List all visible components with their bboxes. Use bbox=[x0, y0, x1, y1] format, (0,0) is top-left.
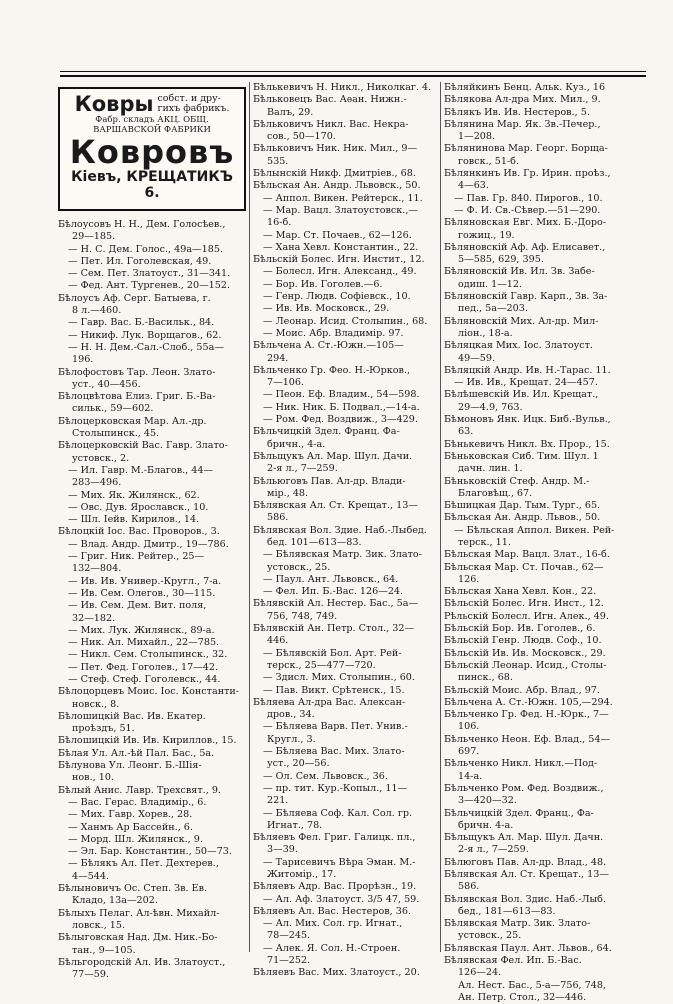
entry-heading: Бѣлѣшевскiй Ив. Ил. Крещат., bbox=[444, 389, 599, 401]
entry-continuation: дров., 34. bbox=[267, 709, 315, 721]
entry-continuation: 106. bbox=[458, 721, 480, 733]
entry-continuation: 5—585, 629, 395. bbox=[458, 254, 544, 266]
entry-heading: Бѣльковецъ Вас. Аѳан. Нижн.- bbox=[253, 94, 407, 106]
entry-heading: Бѣльковичъ Ник. Ник. Мил., 9— bbox=[253, 143, 418, 155]
entry-subline: — Мих. Як. Жилянск., 62. bbox=[68, 489, 200, 501]
entry-continuation: 29—185. bbox=[72, 231, 116, 243]
entry-subline: — Влад. Андр. Дмитр., 19—786. bbox=[68, 538, 229, 550]
entry-heading: Бѣляевъ Вас. Мих. Златоуст., 20. bbox=[253, 967, 420, 979]
column-separator bbox=[249, 82, 250, 952]
entry-heading: Бѣльковичъ Никл. Вас. Некра- bbox=[253, 118, 409, 130]
entry-subline: — Морд. Шл. Жилянск., 9. bbox=[68, 833, 203, 845]
entry-subline: — Ханмъ Ар Бассейн., 6. bbox=[68, 821, 193, 833]
entry-subline: — Ив. Сем. Дем. Вит. поля, bbox=[68, 600, 207, 612]
entry-heading: Бѣляевъ Ал. Вас. Нестеров, 36. bbox=[253, 905, 411, 917]
entry-continuation: Кладо, 13а—202. bbox=[72, 895, 158, 907]
entry-subline: — Ф. И. Св.-Сѣвер.—51—290. bbox=[454, 204, 601, 216]
entry-heading: Бѣляева Ал-дра Вас. Алексан- bbox=[253, 696, 406, 708]
entry-subline: — Мих. Гавр. Хорев., 28. bbox=[68, 809, 193, 821]
entry-continuation: устовск., 25. bbox=[458, 930, 522, 942]
ad-address: Кiевъ, КРЕЩАТИКЪ 6. bbox=[71, 169, 233, 201]
entry-continuation: пед., 5а—203. bbox=[458, 303, 528, 315]
entry-heading: Бѣльчицкiй Здел. Франц., Фа- bbox=[444, 807, 594, 819]
entry-heading: Бѣлявская Фел. Ип. Б.-Вас. bbox=[444, 955, 582, 967]
entry-heading: Бѣлявскiй Ан. Петр. Стол., 32— bbox=[253, 623, 415, 635]
entry-continuation: ловск., 15. bbox=[72, 919, 126, 931]
entry-heading: Бѣлыговская Над. Дм. Ник.-Бо- bbox=[58, 932, 218, 944]
entry-continuation: 535. bbox=[267, 155, 289, 167]
entry-heading: Бѣляцкая Мих. Iос. Златоуст. bbox=[444, 340, 593, 352]
ad-subtitle bbox=[157, 94, 229, 114]
entry-continuation: лiон., 18-а. bbox=[458, 327, 513, 339]
entry-heading: Бѣльскiй Леонар. Исид., Столы- bbox=[444, 659, 607, 671]
entry-heading: Бѣльская Ан. Андр. Львов., 50. bbox=[444, 512, 601, 524]
entry-heading: Бѣляновскiй Мих. Ал-др. Мил- bbox=[444, 315, 599, 327]
entry-heading: Бѣльская Мар. Вацл. Злат., 16-б. bbox=[444, 549, 610, 561]
entry-heading: Бѣляновскiй Аф. Аф. Елисавет., bbox=[444, 241, 606, 253]
entry-heading: Бѣляцкiй Андр. Ив. Н.-Тарас. 11. bbox=[444, 364, 611, 376]
entry-subline: — Леонар. Исид. Столыпин., 68. bbox=[263, 315, 428, 327]
entry-continuation: терск., 25—477—720. bbox=[267, 659, 376, 671]
entry-heading: Бѣлявская Ал. Ст. Крещат., 13— bbox=[253, 500, 418, 512]
entry-subline: — Алек. Я. Сол. Н.-Строен. bbox=[263, 942, 401, 954]
entry-subline: — Ром. Фед. Воздвиж., 3—429. bbox=[263, 414, 418, 426]
entry-heading: Бѣлявскiй Ал. Нестер. Бас., 5а— bbox=[253, 598, 419, 610]
entry-heading: Бѣльченко Неон. Еф. Влад., 54— bbox=[444, 733, 611, 745]
entry-continuation: 77—59. bbox=[72, 969, 110, 981]
entry-continuation: терск., 11. bbox=[458, 536, 511, 548]
entry-subline: — Пав. Викт. Срѣтенск., 15. bbox=[263, 684, 405, 696]
entry-heading: Бѣльгородскiй Ал. Ив. Златоуст., bbox=[58, 956, 226, 968]
entry-heading: Бѣльщукъ Ал. Мар. Шул. Дачн. bbox=[444, 832, 604, 844]
entry-heading: Бѣляновскiй Ив. Ил. Зв. Забе- bbox=[444, 266, 595, 278]
entry-continuation: 7—106. bbox=[267, 377, 305, 389]
entry-continuation: 756, 748, 749. bbox=[267, 610, 338, 622]
entry-subline: — Ал. Мих. Сол. гр. Игнат., bbox=[263, 918, 403, 930]
entry-heading: Бѣлая Ул. Ал.-ѣй Пал. Бас., 5а. bbox=[58, 747, 215, 759]
entry-continuation: уст., 20—56. bbox=[267, 758, 330, 770]
entry-subline: — Эл. Бар. Константин., 50—73. bbox=[68, 846, 232, 858]
entry-heading: Бѣлюговъ Пав. Ал-др. Влад., 48. bbox=[444, 856, 607, 868]
entry-heading: Бѣмоновъ Янк. Ицк. Биб.-Вульв., bbox=[444, 414, 611, 426]
entry-heading: Бѣлявская Ал. Ст. Крещат., 13— bbox=[444, 869, 609, 880]
entry-heading: Бѣлянина Мар. Як. Зв.-Печер., bbox=[444, 118, 601, 130]
entry-heading: Бѣлый Анис. Лавр. Трехсвят., 9. bbox=[58, 784, 221, 796]
entry-subline: — Вас. Герас. Владимiр., 6. bbox=[68, 796, 207, 808]
entry-continuation: 78—245. bbox=[267, 930, 311, 942]
entry-subline: — Бѣляева Варв. Пет. Унив.- bbox=[263, 721, 408, 733]
entry-heading: Бѣлянинова Мар. Георг. Борща- bbox=[444, 143, 608, 155]
entry-heading: Бѣлякова Ал-дра Мих. Мил., 9. bbox=[444, 94, 601, 106]
entry-heading: Бѣльскiй Генр. Людв. Соф., 10. bbox=[444, 635, 602, 647]
entry-continuation: Столыпинск., 45. bbox=[72, 428, 160, 440]
ad-kovry: Ковры bbox=[74, 92, 154, 116]
entry-heading: Бѣльчицкiй Здел. Франц. Фа- bbox=[253, 426, 400, 438]
entry-continuation: 126. bbox=[458, 573, 480, 585]
entry-subline: — Тарисевичъ Вѣра Эман. М.- bbox=[263, 856, 416, 868]
entry-continuation: 71—252. bbox=[267, 955, 311, 967]
entry-continuation: 3—39. bbox=[267, 844, 298, 856]
entry-continuation: Ан. Петр. Стол., 32—446. bbox=[458, 991, 587, 1003]
column-1-entries bbox=[58, 219, 246, 981]
entry-heading: Бѣлыхъ Пелаг. Ал-ѣвн. Михайл- bbox=[58, 907, 220, 919]
entry-heading: Бѣляевъ Адр. Вас. Прорѣзн., 19. bbox=[253, 881, 417, 893]
entry-heading: Бѣлявская Паул. Ант. Львов., 64. bbox=[444, 942, 612, 954]
entry-heading: Бѣльченко Никл. Никл.—Под- bbox=[444, 758, 598, 770]
entry-subline: — Хана Хевл. Константин., 22. bbox=[263, 241, 419, 253]
entry-continuation: 196. bbox=[72, 354, 94, 366]
entry-heading: Бѣльскiй Болес. Игн. Инстит., 12. bbox=[253, 254, 425, 266]
column-3 bbox=[444, 82, 632, 1004]
column-1 bbox=[58, 87, 246, 981]
entry-heading: Бѣльскiй Бор. Ив. Гоголев., 6. bbox=[444, 623, 596, 635]
top-rule-thick bbox=[60, 75, 646, 77]
entry-continuation: 29—4.9, 763. bbox=[458, 401, 523, 413]
entry-heading: Бѣлоусъ Аф. Серг. Батыева, г. bbox=[58, 292, 211, 304]
entry-continuation: сов., 50—170. bbox=[267, 131, 336, 143]
entry-subline: — Ив. Ив. Московск., 29. bbox=[263, 303, 390, 315]
entry-continuation: 2-я л., 7—259. bbox=[267, 463, 338, 475]
entry-continuation: Игнат., 78. bbox=[267, 819, 323, 831]
entry-continuation: бричн., 4-а. bbox=[267, 438, 326, 450]
entry-heading: Бѣлоусовъ Н. Н., Дем. Голосѣев., bbox=[58, 219, 226, 230]
entry-subline: — Здисл. Мих. Столыпин., 60. bbox=[263, 672, 415, 684]
entry-continuation: дачн. лин. 1. bbox=[458, 463, 523, 475]
entry-subline: — Моис. Абр. Владимiр. 97. bbox=[263, 327, 404, 339]
entry-subline: — Пет. Фед. Гоголев., 17—42. bbox=[68, 661, 219, 673]
entry-continuation: Ал. Нест. Бас., 5-а—756, 748, bbox=[458, 979, 607, 991]
entry-heading: Бѣльскiй Ив. Ив. Московск., 29. bbox=[444, 647, 606, 659]
entry-continuation: Кругл., 3. bbox=[267, 733, 316, 745]
entry-heading: Бѣльченко Гр. Фео. Н.-Юрков., bbox=[253, 364, 411, 376]
ad-line-1: Фабр. складъ АКЦ. ОБЩ. bbox=[95, 115, 209, 125]
entry-continuation: уст., 40—456. bbox=[72, 378, 141, 390]
entry-heading: Бѣньковскiй Стеф. Андр. М.- bbox=[444, 475, 590, 487]
entry-heading: Бѣлошицкiй Вас. Ив. Екатер. bbox=[58, 710, 206, 722]
entry-continuation: бричн. 4-а. bbox=[458, 819, 514, 831]
ad-company-name: Ковровъ bbox=[69, 133, 235, 171]
entry-heading: Рѣльскiй Болесл. Игн. Алек., 49. bbox=[444, 610, 609, 622]
entry-subline: — Бор. Ив. Гоголев.—6. bbox=[263, 278, 383, 290]
entry-continuation: Благовѣщ., 67. bbox=[458, 487, 533, 499]
entry-subline: — Сем. Пет. Златоуст., 31—341. bbox=[68, 268, 231, 280]
entry-subline: — Ил. Гавр. М.-Благов., 44— bbox=[68, 464, 214, 476]
entry-heading: Бѣлякъ Ив. Ив. Нестеров., 5. bbox=[444, 106, 590, 118]
entry-subline: — Бѣльская Аппол. Викен. Рей- bbox=[454, 524, 615, 536]
entry-heading: Бѣлофостовъ Тар. Леон. Злато- bbox=[58, 366, 216, 378]
column-3-entries bbox=[444, 82, 632, 1004]
entry-continuation: 3—420—32. bbox=[458, 795, 517, 807]
entry-heading: Бѣлявская Вол. Здие. Наб.-Лыбед. bbox=[253, 524, 427, 536]
entry-subline: — Фед. Ант. Тургенев., 20—152. bbox=[68, 280, 231, 292]
entry-subline: — Мар. Ст. Почаев., 62—126. bbox=[263, 229, 412, 241]
entry-heading: Бѣлунова Ул. Леонг. Б.-Шiя- bbox=[58, 760, 202, 772]
entry-heading: Бѣлоцорцевъ Моис. Iос. Константи- bbox=[58, 686, 240, 698]
entry-subline: — Григ. Ник. Рейтер., 25— bbox=[68, 551, 205, 563]
entry-continuation: пинск., 68. bbox=[458, 672, 513, 684]
entry-subline: — Ив. Ив., Крещат. 24—457. bbox=[454, 377, 598, 389]
entry-continuation: бед. 101—613—83. bbox=[267, 536, 362, 548]
ad-line-2: ВАРШАВСКОЙ ФАБРИКИ bbox=[93, 125, 211, 135]
entry-subline: — Бѣлякъ Ал. Пет. Дехтерев., bbox=[68, 858, 219, 870]
entry-subline: — Бѣлявская Матр. Зик. Злато- bbox=[263, 549, 422, 561]
entry-continuation: 4—544. bbox=[72, 870, 110, 882]
entry-continuation: 2-я л., 7—259. bbox=[458, 844, 529, 856]
entry-continuation: устовск., 25. bbox=[267, 561, 331, 573]
entry-heading: Бѣлынскiй Никф. Дмитрiев., 68. bbox=[253, 168, 416, 180]
entry-subline: — Гавр. Вас. Б.-Васильк., 84. bbox=[68, 317, 215, 329]
entry-heading: Бѣлявская Матр. Зик. Злато- bbox=[444, 918, 591, 930]
entry-continuation: мiр., 48. bbox=[267, 487, 309, 499]
entry-subline: — Бѣлявскiй Бол. Арт. Рей- bbox=[263, 647, 402, 659]
entry-continuation: 8 л.—460. bbox=[72, 305, 122, 317]
entry-heading: Бѣльченко Гр. Фед. Н.-Юрк., 7— bbox=[444, 709, 609, 721]
entry-continuation: нов., 10. bbox=[72, 772, 114, 784]
entry-heading: Бѣльскiй Болес. Игн. Инст., 12. bbox=[444, 598, 604, 610]
entry-subline: — Аппол. Викен. Рейтерск., 11. bbox=[263, 192, 423, 204]
entry-subline: — Пав. Гр. 840. Пирогов., 10. bbox=[454, 192, 603, 204]
entry-subline: — Ал. Аф. Златоуст. 3/5 47, 59. bbox=[263, 893, 420, 905]
entry-heading: Бѣляновская Евг. Мих. Б.-Доро- bbox=[444, 217, 607, 229]
entry-subline: — Овс. Дув. Ярославск., 10. bbox=[68, 501, 209, 513]
entry-continuation: говск., 51-б. bbox=[458, 155, 519, 167]
entry-subline: — Н. Н. Дем.-Сал.-Слоб., 55а— bbox=[68, 341, 224, 353]
entry-continuation: 132—804. bbox=[72, 563, 122, 575]
entry-heading: Бѣлянкинъ Ив. Гр. Ирин. проѣз., bbox=[444, 168, 611, 180]
entry-continuation: 32—182. bbox=[72, 612, 116, 624]
top-rule bbox=[60, 71, 646, 72]
ad-sub-2: гихъ фабрикъ. bbox=[157, 103, 230, 114]
advertisement-box bbox=[58, 87, 246, 211]
entry-continuation: 14-а. bbox=[458, 770, 483, 782]
entry-heading: Бѣшицкая Дар. Тым. Тург., 65. bbox=[444, 500, 601, 512]
entry-continuation: 221. bbox=[267, 795, 289, 807]
entry-heading: Бѣльская Ан. Андр. Львовск., 50. bbox=[253, 180, 421, 192]
entry-continuation: новск., 8. bbox=[72, 698, 120, 710]
entry-continuation: 63. bbox=[458, 426, 474, 438]
ad-sub-1: собст. и дру- bbox=[157, 93, 221, 104]
entry-heading: Бѣлоцвѣтова Елиз. Григ. Б.-Ва- bbox=[58, 391, 216, 403]
entry-continuation: 16-б. bbox=[267, 217, 292, 229]
column-2-entries bbox=[253, 82, 441, 980]
entry-subline: — Мих. Лук. Жилянск., 89-а. bbox=[68, 624, 215, 636]
entry-continuation: 586. bbox=[267, 512, 289, 524]
entry-subline: — Фел. Ип. Б.-Вас. 126—24. bbox=[263, 586, 404, 598]
entry-heading: Бѣльщукъ Ал. Мар. Шул. Дачи. bbox=[253, 450, 413, 462]
ad-header bbox=[65, 93, 239, 115]
entry-heading: Бѣлоцкiй Iос. Вас. Проворов., 3. bbox=[58, 526, 220, 538]
entry-subline: — Ив. Сем. Олегов., 30—115. bbox=[68, 587, 216, 599]
entry-subline: — Бѣляева Соф. Кал. Сол. гр. bbox=[263, 807, 413, 819]
entry-continuation: сильк., 59—602. bbox=[72, 403, 154, 415]
entry-subline: — Пеон. Еф. Владим., 54—598. bbox=[263, 389, 420, 401]
entry-continuation: 294. bbox=[267, 352, 289, 364]
entry-subline: — Ол. Сем. Львовск., 36. bbox=[263, 770, 388, 782]
entry-continuation: 586. bbox=[458, 881, 480, 893]
entry-continuation: Житомiр., 17. bbox=[267, 869, 337, 880]
entry-continuation: проѣздъ, 51. bbox=[72, 723, 135, 735]
entry-continuation: тан., 9—105. bbox=[72, 944, 136, 956]
entry-continuation: 697. bbox=[458, 746, 480, 758]
entry-heading: Бѣльюговъ Пав. Ал-др. Влади- bbox=[253, 475, 406, 487]
entry-heading: Бѣлыновичъ Ос. Степ. Зв. Ев. bbox=[58, 883, 208, 895]
entry-continuation: Валъ, 29. bbox=[267, 106, 314, 118]
column-2 bbox=[253, 82, 441, 980]
entry-continuation: бед., 181—613—83. bbox=[458, 905, 556, 917]
entry-subline: — Бѣляева Вас. Мих. Злато- bbox=[263, 746, 405, 758]
entry-heading: Бѣльскiй Моис. Абр. Влад., 97. bbox=[444, 684, 600, 696]
entry-continuation: 126—24. bbox=[458, 967, 502, 979]
entry-subline: — Ник. Ник. Б. Подвал.,—14-а. bbox=[263, 401, 420, 413]
entry-heading: Бѣлоцерковскiй Вас. Гавр. Злато- bbox=[58, 440, 228, 452]
entry-heading: Бѣляновскiй Гавр. Карп., Зв. За- bbox=[444, 291, 608, 303]
entry-heading: Бѣлоцерковская Мар. Ал.-др. bbox=[58, 415, 207, 427]
entry-continuation: 4—63. bbox=[458, 180, 489, 192]
entry-subline: — Пет. Ил. Гоголевская, 49. bbox=[68, 255, 212, 267]
entry-continuation: устовск., 2. bbox=[72, 452, 130, 464]
entry-subline: — Шл. Iейв. Кирилов., 14. bbox=[68, 514, 200, 526]
entry-continuation: 283—496. bbox=[72, 477, 122, 489]
entry-continuation: 446. bbox=[267, 635, 289, 647]
entry-heading: Бѣлошицкiй Ив. Ив. Кириллов., 15. bbox=[58, 735, 237, 747]
entry-subline: — Мар. Вацл. Златоустовск.,— bbox=[263, 204, 418, 216]
entry-heading: Бѣлькевичъ Н. Никл., Николкаг. 4. bbox=[253, 82, 432, 93]
entry-heading: Бѣльчена А. Ст.-Южн. 105,—294. bbox=[444, 696, 613, 708]
entry-subline: — Никиф. Лук. Ворщагов., 62. bbox=[68, 329, 222, 341]
entry-continuation: 49—59. bbox=[458, 352, 496, 364]
entry-subline: — Генр. Людв. Софiевск., 10. bbox=[263, 291, 411, 303]
entry-subline: — Н. С. Дем. Голос., 49а—185. bbox=[68, 243, 223, 255]
entry-heading: Бѣньковская Сиб. Тим. Шул. 1 bbox=[444, 450, 599, 462]
entry-subline: — Никл. Сем. Столыпинск., 32. bbox=[68, 649, 228, 661]
entry-heading: Бѣльская Хана Хевл. Кон., 22. bbox=[444, 586, 597, 598]
entry-heading: Бѣльская Мар. Ст. Почав., 62— bbox=[444, 561, 604, 573]
entry-heading: Бѣльчена А. Ст.-Южн.—105— bbox=[253, 340, 404, 352]
entry-subline: — Паул. Ант. Львовск., 64. bbox=[263, 573, 399, 585]
entry-heading: Бѣнькевичъ Никл. Вх. Прор., 15. bbox=[444, 438, 610, 450]
entry-subline: — Болесл. Игн. Александ., 49. bbox=[263, 266, 417, 278]
entry-continuation: одиш. 1—12. bbox=[458, 278, 523, 290]
entry-heading: Бѣльченко Ром. Фед. Воздвиж., bbox=[444, 782, 604, 794]
entry-continuation: гожиц., 19. bbox=[458, 229, 515, 241]
entry-subline: — пр. тит. Кур.-Копыл., 11— bbox=[263, 782, 408, 794]
entry-heading: Бѣляевъ Фел. Григ. Галицк. пл., bbox=[253, 832, 416, 844]
entry-continuation: 1—208. bbox=[458, 131, 496, 143]
entry-subline: — Стеф. Стеф. Гоголевск., 44. bbox=[68, 673, 221, 685]
entry-heading: Бѣлявская Вол. Здис. Наб.-Лыб. bbox=[444, 893, 606, 905]
entry-subline: — Ив. Ив. Универ.-Кругл., 7-а. bbox=[68, 575, 222, 587]
entry-heading: Бѣляйкинъ Бенц. Альк. Куз., 16 bbox=[444, 82, 606, 93]
entry-subline: — Ник. Ал. Михайл., 22—785. bbox=[68, 637, 220, 649]
